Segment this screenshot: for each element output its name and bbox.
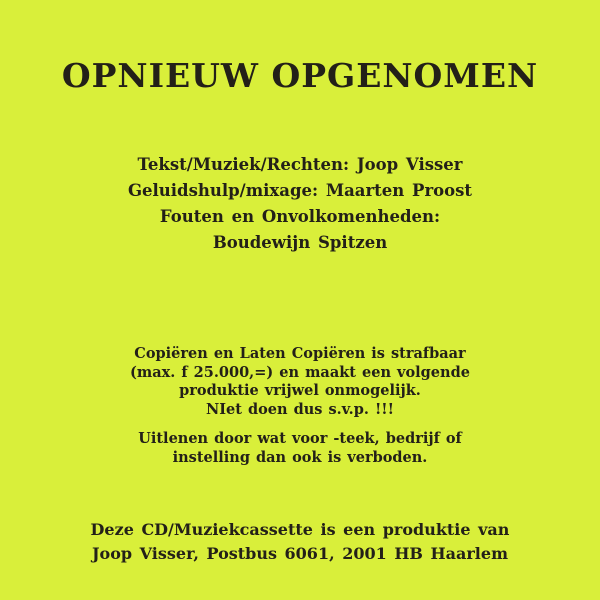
- footer-line-1: Deze CD/Muziekcassette is een produktie van: [90, 520, 510, 539]
- warning-line-3: produktie vrijwel onmogelijk.: [179, 382, 421, 399]
- warning-line-4: NIet doen dus s.v.p. !!!: [205, 400, 395, 418]
- warning-line-1: Copiëren en Laten Copiëren is strafbaar: [134, 345, 466, 362]
- lending-notice-block: [0, 430, 600, 467]
- production-footer: [0, 518, 600, 566]
- credits-line-errors-heading: Fouten en Onvolkomenheden:: [159, 207, 441, 226]
- album-title: OPNIEUW OPGENOMEN: [61, 56, 539, 95]
- credits-line-text-music-rights: Tekst/Muziek/Rechten: Joop Visser: [137, 155, 463, 174]
- credits-line-errors-name: Boudewijn Spitzen: [212, 233, 388, 252]
- lending-line-2: instelling dan ook is verboden.: [172, 448, 428, 466]
- credits-block: [0, 152, 600, 256]
- copy-warning-block: [0, 345, 600, 419]
- warning-line-2: (max. f 25.000,=) en maakt een volgende: [130, 363, 470, 381]
- lending-line-1: Uitlenen door wat voor -teek, bedrijf of: [138, 430, 462, 447]
- footer-line-2: Joop Visser, Postbus 6061, 2001 HB Haarlem: [91, 544, 508, 563]
- credits-line-sound-mixing: Geluidshulp/mixage: Maarten Proost: [127, 181, 473, 200]
